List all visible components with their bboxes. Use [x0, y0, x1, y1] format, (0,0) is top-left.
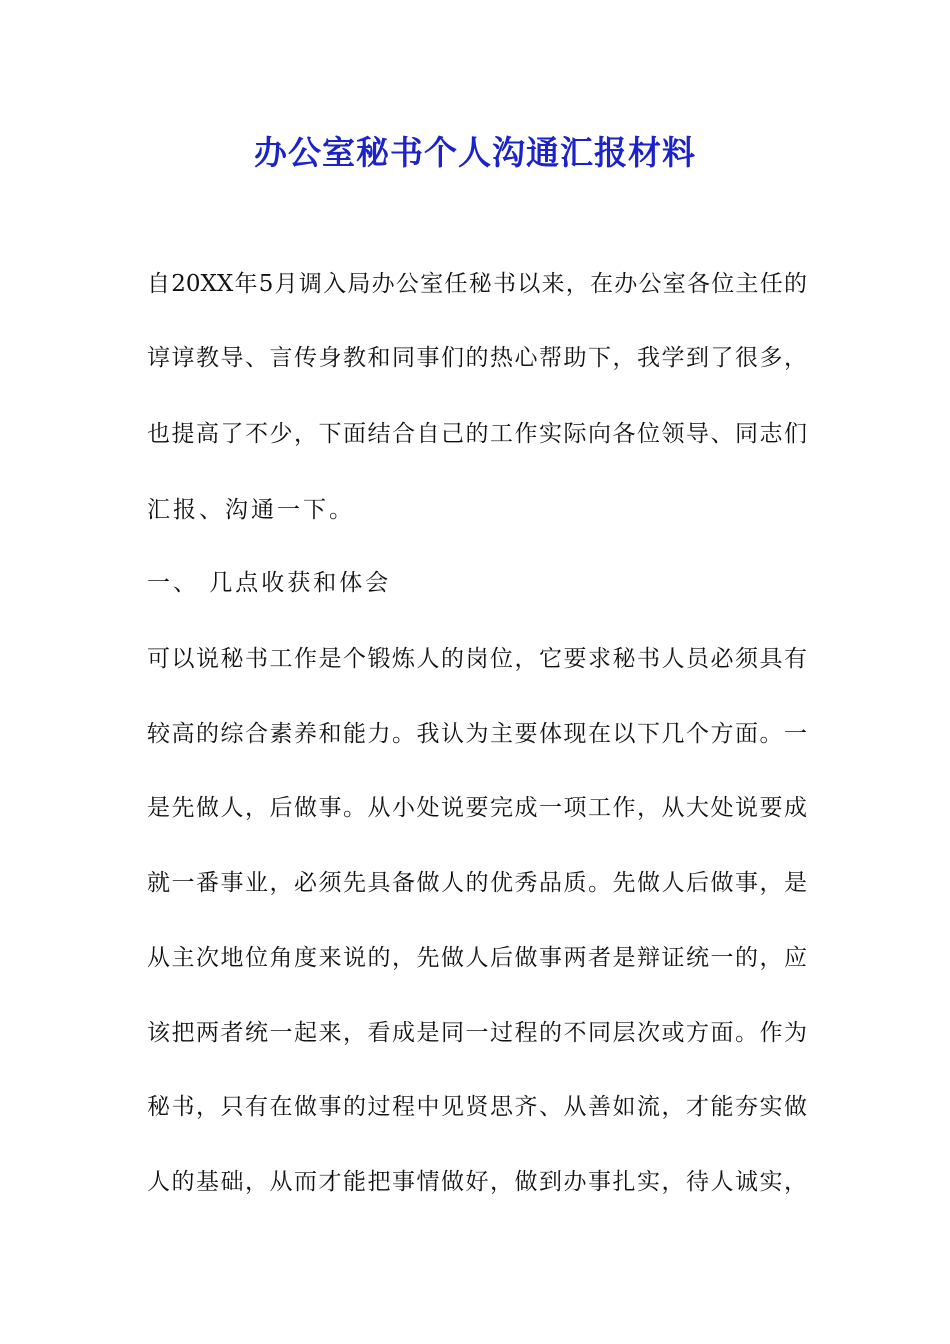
paragraph-line: 较高的综合素养和能力。我认为主要体现在以下几个方面。一 [147, 721, 807, 747]
paragraph-line: 汇报、沟通一下。 [147, 497, 355, 523]
paragraph-line: 秘书，只有在做事的过程中见贤思齐、从善如流，才能夯实做 [147, 1094, 807, 1120]
section-heading: 一、 几点收获和体会 [147, 570, 392, 596]
paragraph-line: 人的基础，从而才能把事情做好，做到办事扎实，待人诚实， [147, 1169, 807, 1195]
paragraph-line: 也提高了不少，下面结合自己的工作实际向各位领导、同志们 [147, 421, 807, 447]
paragraph-line: 是先做人，后做事。从小处说要完成一项工作，从大处说要成 [147, 795, 807, 821]
paragraph-line: 可以说秘书工作是个锻炼人的岗位，它要求秘书人员必须具有 [147, 646, 807, 672]
paragraph-line: 从主次地位角度来说的，先做人后做事两者是辩证统一的，应 [147, 945, 807, 971]
paragraph-line: 自20XX年5月调入局办公室任秘书以来，在办公室各位主任的 [147, 271, 807, 297]
paragraph-line: 该把两者统一起来，看成是同一过程的不同层次或方面。作为 [147, 1020, 807, 1046]
paragraph-line: 就一番事业，必须先具备做人的优秀品质。先做人后做事，是 [147, 870, 807, 896]
document-title: 办公室秘书个人沟通汇报材料 [254, 133, 696, 172]
paragraph-line: 谆谆教导、言传身教和同事们的热心帮助下，我学到了很多， [147, 345, 807, 371]
